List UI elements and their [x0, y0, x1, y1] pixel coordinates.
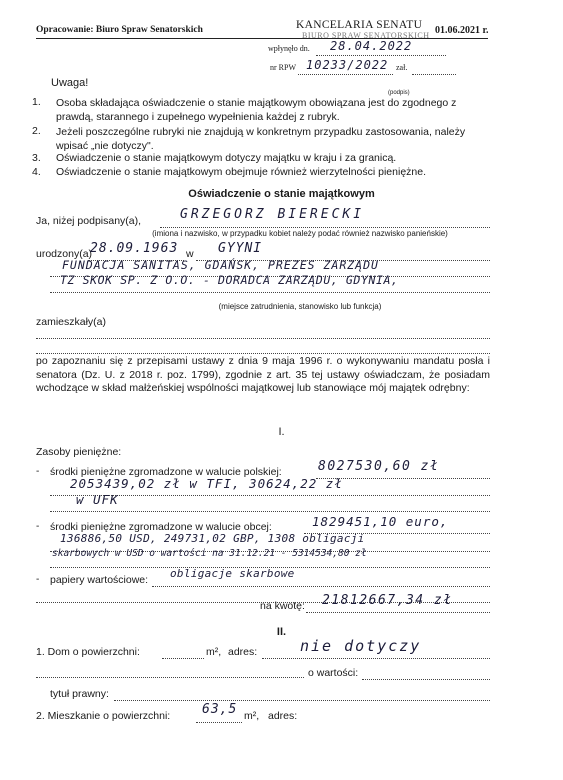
securities-label: papiery wartościowe: [50, 574, 149, 586]
house-addr-label: adres: [228, 646, 258, 658]
value-label: o wartości: [308, 667, 359, 679]
title-line [114, 688, 490, 701]
name-label: Ja, niżej podpisany(a), [36, 215, 142, 227]
office-stamp: BIURO SPRAW SENATORSKICH [302, 31, 430, 40]
flat-area: 63,5 [202, 702, 238, 717]
born-label: urodzony(a) [36, 248, 93, 260]
bullet-icon: - [36, 466, 40, 477]
employment-hint: (miejsce zatrudnienia, stanowisko lub funkcja) [218, 302, 382, 311]
employment-value-2: TZ SKOK SP. Z O.O. - DORADCA ZARZĄDU, GDYNIA, [60, 273, 399, 287]
securities-value: obligacje skarbowe [170, 567, 295, 580]
name-hint: (imiona i nazwisko, w przypadku kobiet należy podać również nazwisko panieńskie) [152, 229, 448, 238]
statement-text: po zapoznaniu się z przepisami ustawy z dnia 9 maja 1996 r. o wykonywaniu mandatu posła i senatora (Dz. U. z 2018 r. poz. 1799), zgodnie z art. 35 tej ustawy oświadczam, że posiadam wchodzące w skład małżeńskiej wspólności majątkowej lub stanowiące mój majątek odrębny: [36, 355, 490, 394]
name-value: GRZEGORZ BIERECKI [180, 207, 365, 222]
header-rule [36, 38, 488, 39]
title-label: tytuł prawny: [50, 688, 109, 700]
form-title: Oświadczenie o stanie majątkowym [188, 188, 375, 200]
rpw-label: nr RPW [270, 63, 296, 72]
house-area-line [162, 646, 204, 659]
house-value: nie dotyczy [300, 637, 422, 655]
notice-title: Uwaga! [51, 77, 89, 89]
section-1-numeral: I. [278, 426, 285, 438]
born-date: 28.09.1963 [90, 241, 179, 256]
pln-label: środki pieniężne zgromadzone w walucie polskiej: [50, 466, 282, 478]
amount-value: 21812667,34 zł [322, 593, 453, 608]
zal-line [412, 63, 456, 75]
header-left: Opracowanie: Biuro Spraw Senatorskich [36, 25, 203, 35]
foreign-value-2: 136886,50 USD, 249731,02 GBP, 1308 obligacji [60, 532, 365, 545]
residence-line-1 [36, 326, 490, 339]
foreign-value-3: skarbowych w USD o wartości na 31.12.21 - 5314534,80 zł [52, 548, 367, 559]
flat-addr-label: adres: [268, 710, 298, 722]
residence-label: zamieszkały(a) [36, 316, 107, 328]
house-unit: m², [206, 646, 222, 658]
header-date: 01.06.2021 r. [435, 25, 489, 36]
office-title: KANCELARIA SENATU [296, 19, 423, 31]
received-value: 28.04.2022 [330, 39, 413, 53]
value-line [362, 667, 490, 680]
house-label: 1. Dom o powierzchni: [36, 646, 140, 658]
flat-unit: m², [244, 710, 260, 722]
received-label: wpłynęło dn. [268, 44, 310, 53]
pln-value-1: 8027530,60 zł [318, 459, 440, 474]
pln-value-3: w UFK [76, 492, 119, 507]
born-in: w [186, 248, 194, 260]
zal-label: zał. [396, 63, 408, 72]
house-value-line [36, 665, 304, 678]
foreign-value-1: 1829451,10 euro, [312, 514, 449, 529]
pln-value-2: 2053439,02 zł w TFI, 30624,22 zł [70, 476, 343, 491]
flat-label: 2. Mieszkanie o powierzchni: [36, 710, 171, 722]
bullet-icon: - [36, 521, 40, 532]
employment-value-1: FUNDACJA SANITAS, GDAŃSK, PREZES ZARZĄDU [62, 258, 379, 272]
born-place: GYYNI [218, 241, 263, 256]
bullet-icon: - [36, 574, 40, 585]
foreign-label: środki pieniężne zgromadzone w walucie obcej: [50, 521, 272, 533]
residence-line-2 [36, 341, 490, 354]
amount-label: na kwotę: [260, 600, 305, 612]
section-1-title: Zasoby pieniężne: [36, 446, 122, 458]
rpw-value: 10233/2022 [306, 58, 389, 72]
section-2-numeral: II. [276, 626, 287, 638]
